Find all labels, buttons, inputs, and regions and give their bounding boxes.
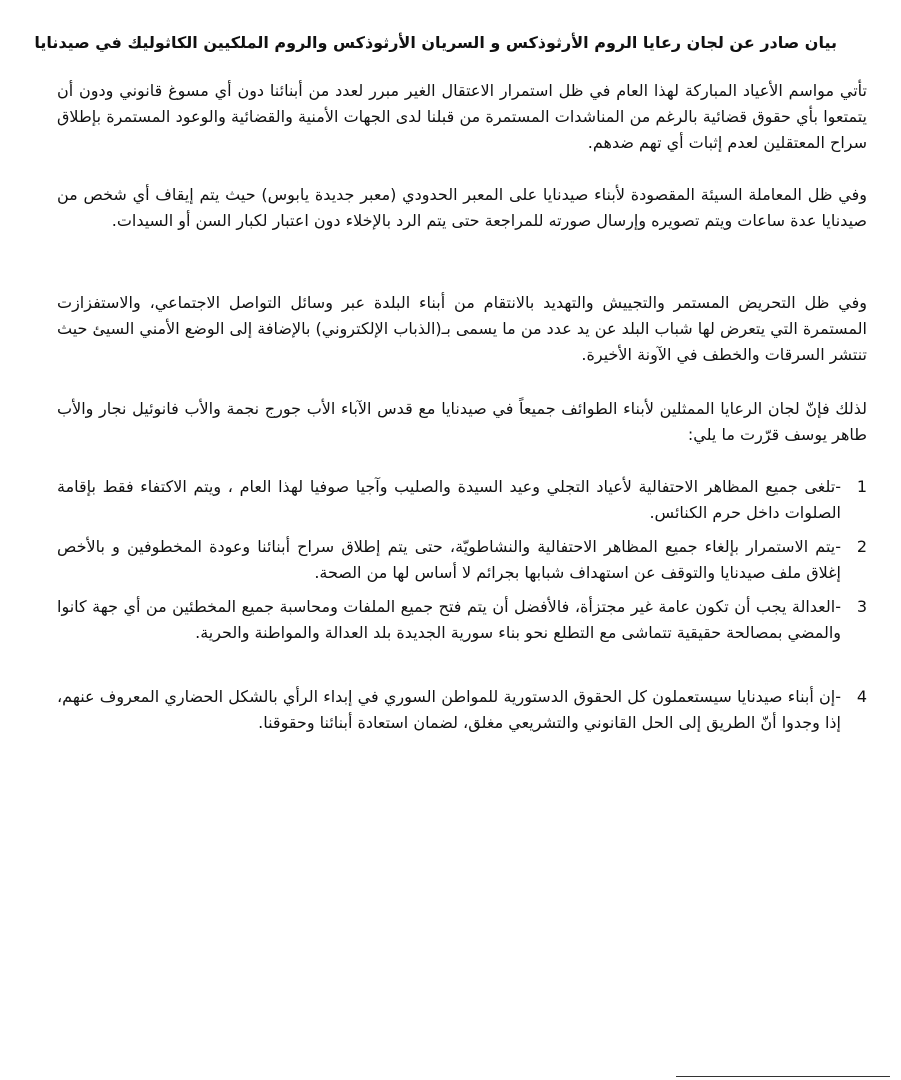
list-item-number: 4 [856,687,867,706]
list-item-number: 1 [856,477,867,496]
list-item-text: -تلغى جميع المظاهر الاحتفالية لأعياد التجلي وعيد السيدة والصليب وآجيا صوفيا لهذا العام ، ويتم الاكتفاء فقط بإقامة الصلوات داخل حرم الكنائس. [57,477,841,522]
list-item-number: 3 [856,597,867,616]
statement-title: بيان صادر عن لجان رعايا الروم الأرثوذكس و السريان الأرثوذكس والروم الملكيين الكاثوليك في صيدنايا [34,33,837,52]
list-item [57,474,867,526]
footer-divider [676,1076,890,1077]
list-item-text: -يتم الاستمرار بإلغاء جميع المظاهر الاحتفالية والنشاطويّة، حتى يتم إطلاق سراح أبنائنا وعودة المخطوفين و بالأخص إغلاق ملف صيدنايا والتوقف عن استهداف شبابها بجرائم لا أساس لها من الصحة. [57,537,841,582]
list-item-text: -إن أبناء صيدنايا سيستعملون كل الحقوق الدستورية للمواطن السوري في إبداء الرأي بالشكل الحضاري المعروف عنهم، إذا وجدوا أنّ الطريق إلى الحل القانوني والتشريعي مغلق، لضمان استعادة أبنائنا وحقوقنا. [57,687,841,732]
paragraph-border-crossing: وفي ظل المعاملة السيئة المقصودة لأبناء صيدنايا على المعبر الحدودي (معبر جديدة يابوس) حيث يتم إيقاف أي شخص من صيدنايا عدة ساعات ويتم تصويره وإرسال صورته للمراجعة حتى يتم الرد بالإخلاء دون اعتبار لكبار السن أو السيدات. [57,185,867,230]
list-item [57,594,867,646]
list-item [57,684,867,736]
paragraph-detentions: تأتي مواسم الأعياد المباركة لهذا العام في ظل استمرار الاعتقال الغير مبرر لعدد من أبنائنا دون أي مسوغ قانوني ودون أن يتمتعوا بأي حقوق قضائية بالرغم من المناشدات المستمرة من قبلنا لدى الجهات الأمنية والقضائية والوعود المستمرة بإطلاق سراح المعتقلين لعدم إثبات أي تهم ضدهم. [57,81,867,152]
list-item-number: 2 [856,537,867,556]
list-item-text: -العدالة يجب أن تكون عامة غير مجتزأة، فالأفضل أن يتم فتح جميع الملفات ومحاسبة جميع المخطئين من أي جهة كانوا والمضي بمصالحة حقيقية تتماشى مع التطلع نحو بناء سورية الجديدة بلد العدالة والمواطنة والحرية. [57,597,841,642]
paragraph-decision-intro: لذلك فإنّ لجان الرعايا الممثلين لأبناء الطوائف جميعاً في صيدنايا مع قدس الآباء الأب جورج نجمة والأب فانوئيل نجار والأب طاهر يوسف قرّرت ما يلي: [57,399,867,444]
list-item [57,534,867,586]
paragraph-incitement: وفي ظل التحريض المستمر والتجييش والتهديد بالانتقام من أبناء البلدة عبر وسائل التواصل الاجتماعي، والاستفزازت المستمرة التي يتعرض لها شباب البلد عن يد عدد من ما يسمى بـ(الذباب الإلكتروني) بالإضافة إلى الوضع الأمني السيئ حيث تنتشر السرقات والخطف في الآونة الأخيرة. [57,293,867,364]
